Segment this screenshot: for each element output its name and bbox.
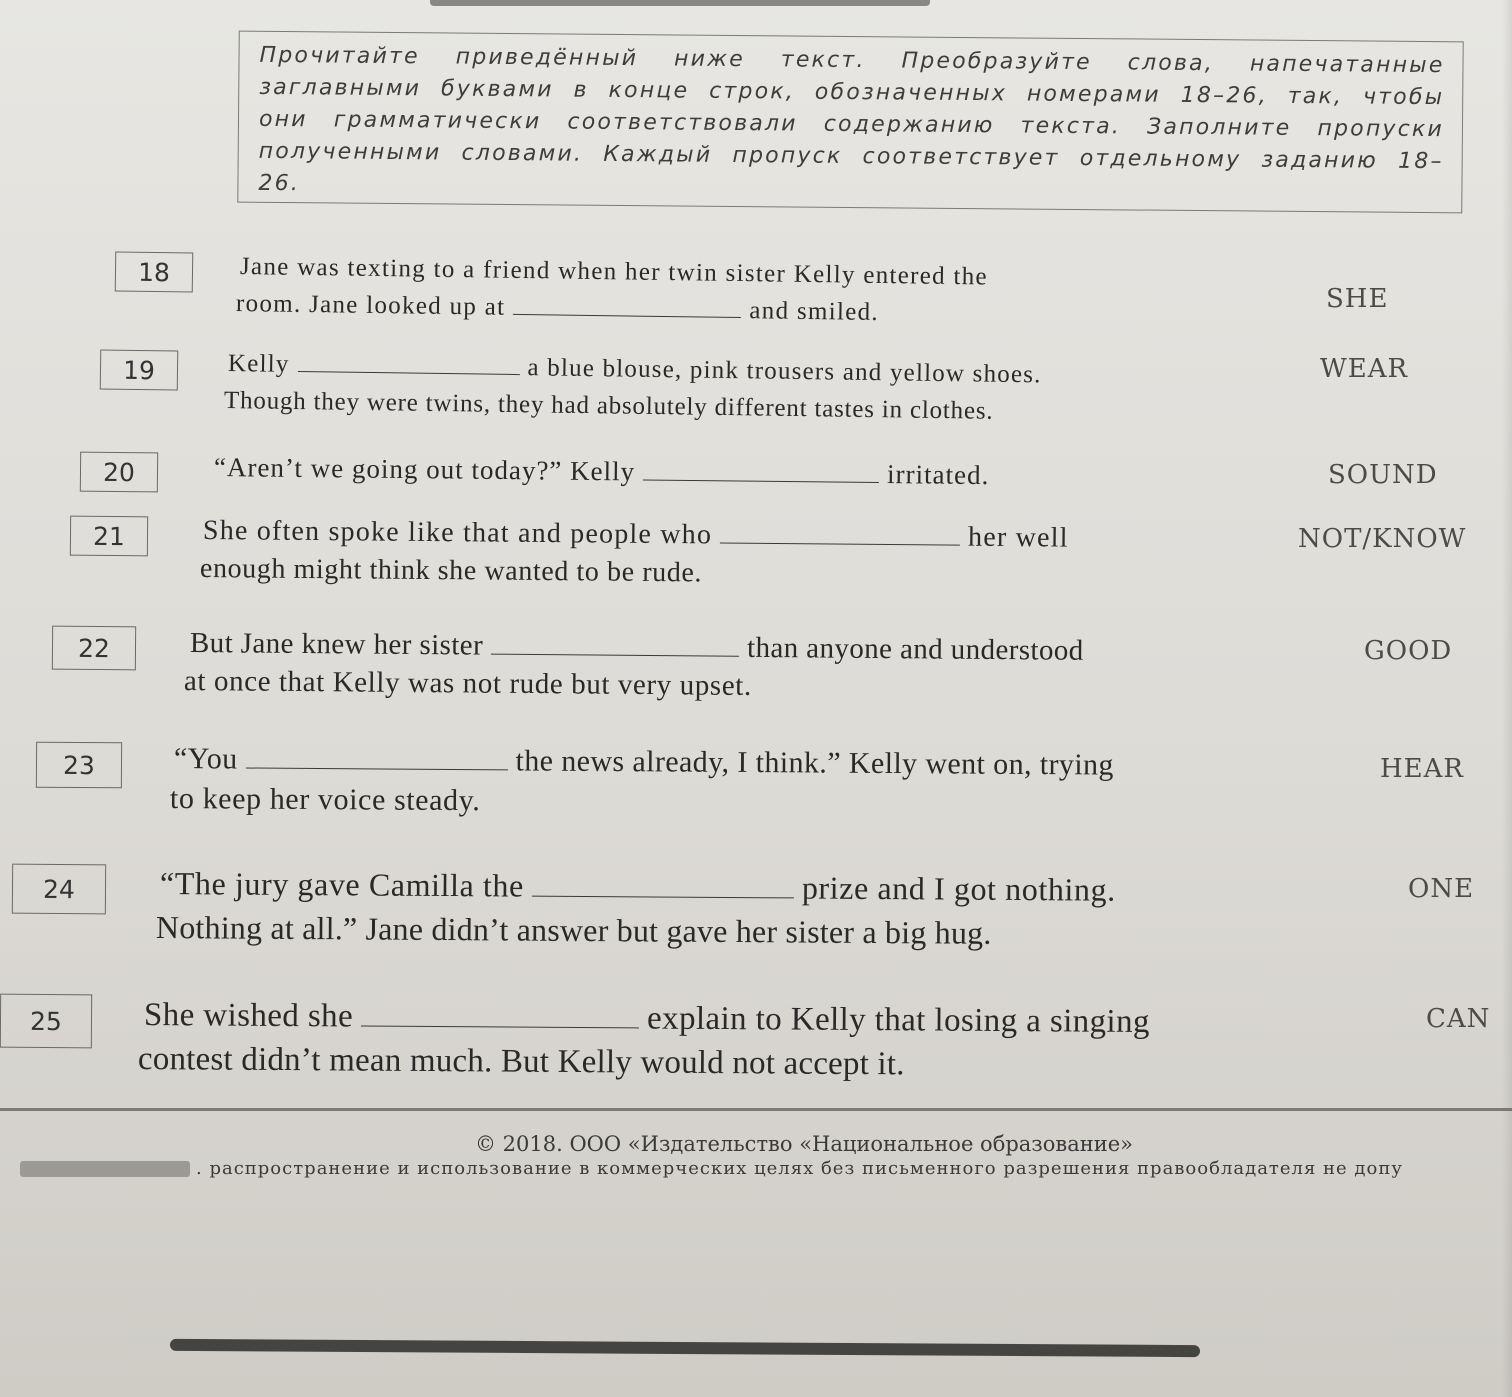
answer-blank[interactable] [491,628,739,657]
task-text: room. Jane looked up at [235,290,506,321]
task-text: a blue blouse, pink trousers and yellow shoes. [527,354,1042,389]
task-text: Nothing at all.” Jane didn’t answer but gave her sister a big hug. [155,909,992,951]
answer-blank[interactable] [246,742,508,771]
task-text: “The jury gave Camilla the [159,865,525,904]
task-line [200,550,702,592]
task-line [160,864,1116,909]
task-number: 21 [92,521,126,551]
task-line [174,740,1114,785]
task-text: “You [173,742,238,776]
task-number: 25 [29,1006,63,1036]
task-text: and smiled. [749,297,880,326]
task-text: Jane was texting to a friend when her twin sister Kelly entered the [239,253,989,291]
task-line [138,1040,905,1083]
task-number: 20 [102,457,136,487]
source-word: SHE [1326,284,1389,314]
task-text: Though they were twins, they had absolutely different tastes in clothes. [223,387,994,425]
instructions-text: Прочитайте приведённый ниже текст. Преобразуйте слова, напечатанные заглавными буквами в конце строк, обозначенных номерами 18–26, так, чтобы они грамматически соответствовали содержанию текста. Заполните пропуски полученными словами. Каждый пропуск соответствует отдельному заданию 18–26. [258,42,1445,197]
copyright-line: © 2018. ООО «Издательство «Национальное образование» [475,1132,1134,1156]
task-number: 24 [42,874,76,904]
answer-blank[interactable] [720,517,960,546]
source-word: HEAR [1380,754,1465,784]
answer-blank[interactable] [513,288,741,318]
task-line [214,448,990,494]
answer-blank[interactable] [643,453,879,482]
task-number: 19 [122,355,156,385]
task-number-box [80,452,158,493]
task-line [170,780,481,820]
task-text: her well [967,521,1069,554]
answer-blank[interactable] [532,870,794,899]
answer-blank[interactable] [297,345,519,375]
task-number-box [70,516,148,557]
task-line [236,284,879,332]
source-word: SOUND [1328,460,1438,490]
task-text: the news already, I think.” Kelly went on, trying [515,744,1115,782]
source-word: GOOD [1364,636,1453,666]
smudged-text [20,1161,190,1177]
task-text: Kelly [227,350,290,378]
source-word: ONE [1408,874,1475,904]
task-text: contest didn’t mean much. But Kelly would not accept it. [137,1041,905,1083]
notice-text: . распространение и использование в коммерческих целях без письменного разрешения правообладателя не допу [196,1158,1403,1179]
task-number-box [0,994,92,1049]
task-text: explain to Kelly that losing a singing [646,1000,1151,1041]
task-number-box [115,251,194,292]
answer-blank[interactable] [361,1000,639,1029]
page-edge-shadow [1502,0,1512,1397]
task-number-box [100,349,179,390]
task-text: to keep her voice steady. [169,782,481,818]
task-text: She wished she [143,997,354,1035]
task-number: 23 [62,750,96,780]
task-number-box [36,742,122,789]
task-text: prize and I got nothing. [801,869,1116,908]
cut-off-heading [430,0,930,6]
task-text: “Aren’t we going out today?” Kelly [213,452,636,487]
footer-divider [0,1108,1512,1111]
source-word: WEAR [1320,354,1409,384]
task-text: irritated. [886,459,990,491]
task-text: She often spoke like that and people who [202,515,713,551]
task-line [144,996,1150,1041]
task-number: 22 [77,633,111,663]
bottom-edge-stroke [170,1339,1200,1357]
task-text: enough might think she wanted to be rude. [199,553,703,589]
task-line [184,662,752,705]
task-number: 18 [137,257,171,287]
source-word: NOT/KNOW [1298,524,1467,554]
task-number-box [52,626,136,671]
notice-line [20,1158,1403,1179]
task-line [156,908,992,952]
task-number-box [12,864,106,915]
task-text: But Jane knew her sister [189,627,484,662]
source-word: CAN [1426,1004,1491,1034]
task-text: than anyone and understood [746,631,1084,667]
instructions-box [237,31,1463,214]
task-text: at once that Kelly was not rude but very upset. [183,665,752,702]
